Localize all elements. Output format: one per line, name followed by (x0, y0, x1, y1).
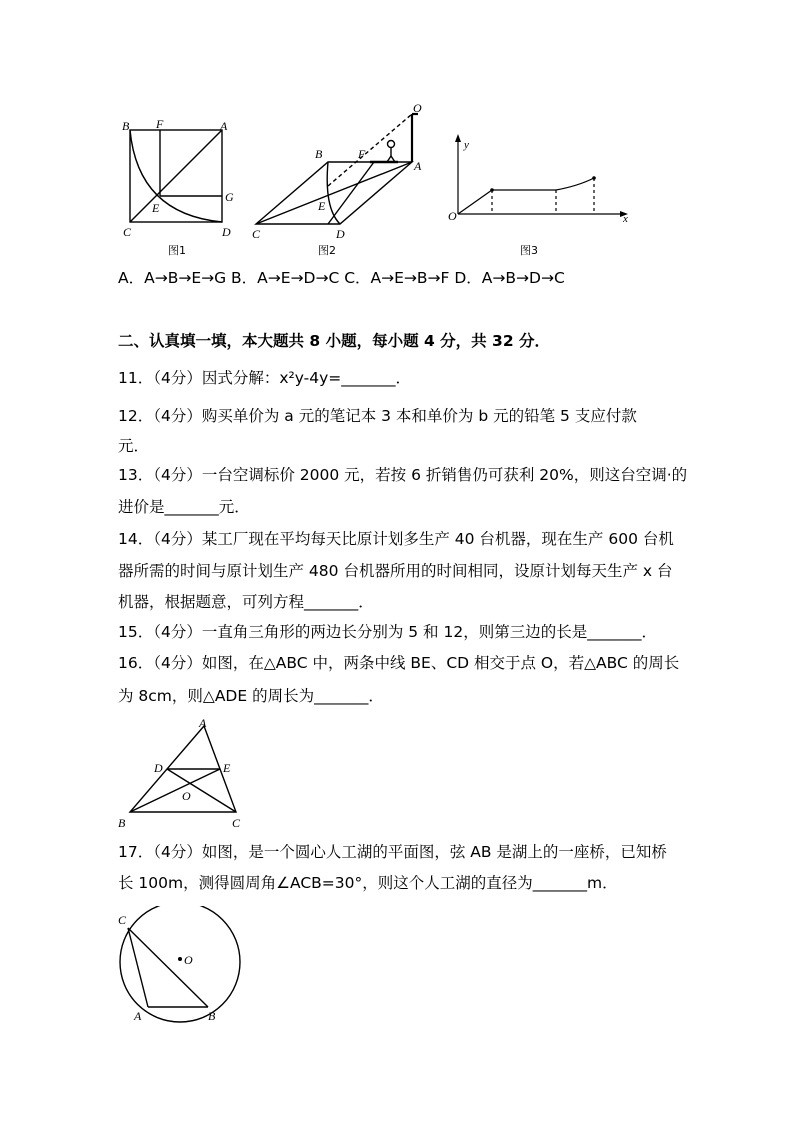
question-12-line2: 元． (118, 437, 150, 455)
figure-3 (458, 140, 623, 214)
fig2-label-O: O (413, 101, 422, 115)
q16-label-E: E (223, 761, 231, 775)
question-13-line1: 13．（4分）一台空调标价 2000 元，若按 6 折销售仍可获利 20%，则这台空调·的 (118, 466, 688, 484)
fig1-label-F: F (156, 117, 164, 131)
q17-circle-figure (112, 906, 252, 1026)
q17-label-A: A (134, 1009, 142, 1023)
fig2-label-B: B (315, 147, 323, 161)
question-13-line2: 进价是_______元． (118, 498, 250, 516)
q16-label-O: O (182, 789, 191, 803)
fig2-label-E: E (318, 199, 326, 213)
question-11: 11．（4分）因式分解：x²y-4y=_______． (118, 369, 411, 387)
fig1-label-C: C (123, 225, 132, 239)
question-17-line2: 长 100m，测得圆周角∠ACB=30°，则这个人工湖的直径为_______m． (118, 874, 618, 892)
figure-1 (130, 130, 222, 222)
fig3-label-O: O (448, 209, 457, 223)
section-2-title: 二、认真填一填，本大题共 8 小题，每小题 4 分，共 32 分． (118, 332, 551, 350)
q17-label-C: C (118, 913, 127, 927)
question-16-line1: 16．（4分）如图，在△ABC 中，两条中线 BE、CD 相交于点 O，若△ABC 的周长 (118, 654, 680, 672)
top-figures (108, 96, 638, 262)
q17-center-dot (178, 957, 182, 961)
fig2-label-D: D (336, 227, 345, 241)
question-12-line1: 12．（4分）购买单价为 a 元的笔记本 3 本和单价为 b 元的铅笔 5 支应付款 (118, 407, 637, 425)
fig2-label-F: F (358, 147, 366, 161)
fig3-label-y: y (464, 139, 469, 151)
fig1-label-B: B (122, 119, 130, 133)
fig1-caption: 图1 (168, 244, 186, 257)
fig1-label-G: G (225, 190, 234, 204)
fig3-caption: 图3 (520, 244, 538, 257)
question-15: 15．（4分）一直角三角形的两边长分别为 5 和 12，则第三边的长是_______． (118, 623, 657, 641)
fig2-caption: 图2 (318, 244, 336, 257)
q16-label-D: D (154, 761, 163, 775)
q16-label-B: B (118, 816, 126, 830)
question-14-line1: 14．（4分）某工厂现在平均每天比原计划多生产 40 台机器，现在生产 600 台机 (118, 530, 674, 548)
fig1-label-D: D (222, 225, 231, 239)
q16-label-A: A (199, 716, 207, 730)
fig2-label-C: C (252, 227, 261, 241)
q17-label-B: B (208, 1009, 216, 1023)
figure-2 (256, 114, 418, 224)
question-16-line2: 为 8cm，则△ADE 的周长为_______． (118, 687, 384, 705)
question-14-line2: 器所需的时间与原计划生产 480 台机器所用的时间相同，设原计划每天生产 x 台 (118, 562, 673, 580)
fig3-label-x: x (623, 213, 628, 225)
q17-label-O: O (184, 953, 193, 967)
q10-options: A．A→B→E→G B．A→E→D→C C．A→E→B→F D．A→B→D→C (118, 269, 565, 287)
question-17-line1: 17．（4分）如图，是一个圆心人工湖的平面图，弦 AB 是湖上的一座桥，已知桥 (118, 843, 667, 861)
fig2-label-A: A (414, 159, 422, 173)
q16-triangle-figure (112, 714, 252, 832)
q16-label-C: C (232, 816, 241, 830)
question-14-line3: 机器，根据题意，可列方程_______． (118, 593, 374, 611)
fig1-label-A: A (220, 119, 228, 133)
fig1-label-E: E (152, 201, 160, 215)
